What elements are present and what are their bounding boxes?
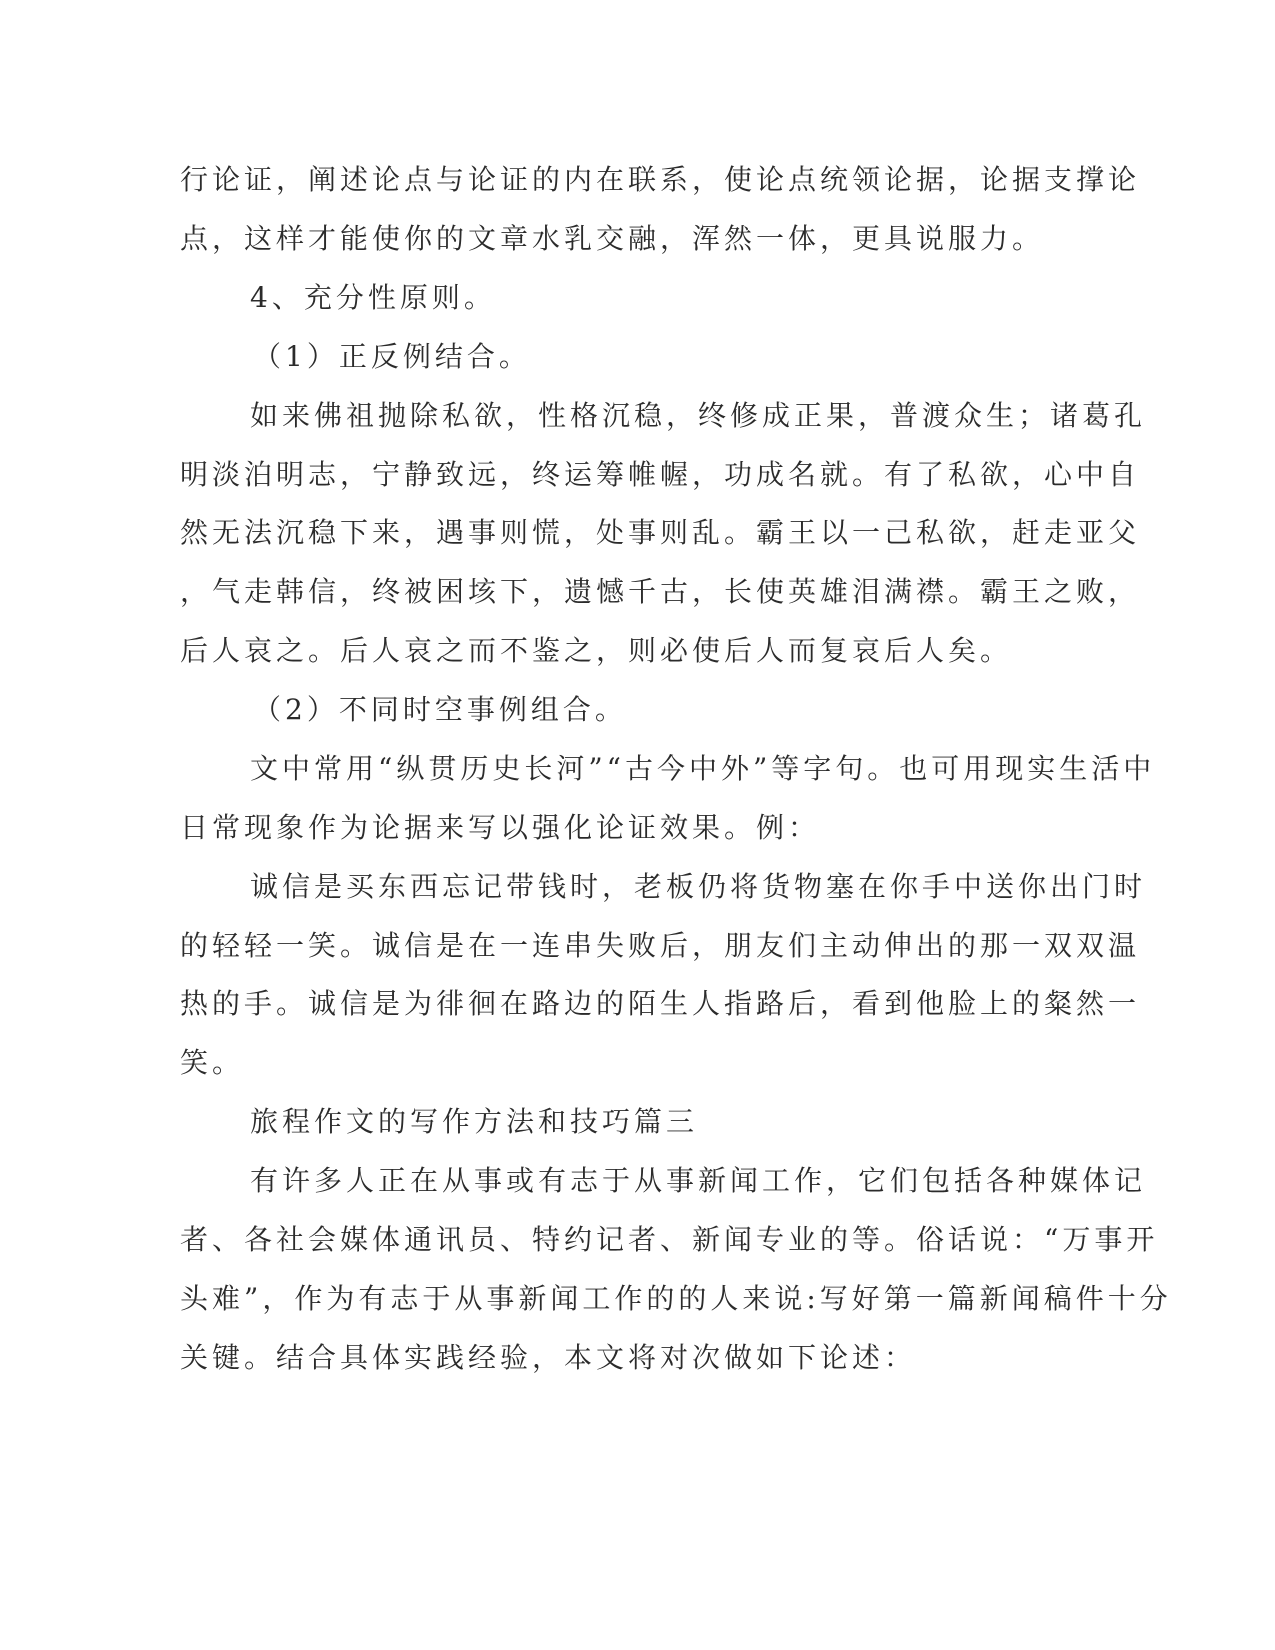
text-line: 诚信是买东西忘记带钱时，老板仍将货物塞在你手中送你出门时 xyxy=(250,870,1147,903)
text-line: （1）正反例结合。 xyxy=(253,340,531,373)
text-line: 文中常用“纵贯历史长河”“古今中外”等字句。也可用现实生活中 xyxy=(250,752,1156,785)
section-heading: 旅程作文的写作方法和技巧篇三 xyxy=(250,1105,699,1138)
text-line: 点，这样才能使你的文章水乳交融，浑然一体，更具说服力。 xyxy=(180,222,1045,255)
text-line: 的轻轻一笑。诚信是在一连串失败后，朋友们主动伸出的那一双双温 xyxy=(180,929,1141,962)
text-line: 行论证，阐述论点与论证的内在联系，使论点统领论据，论据支撑论 xyxy=(180,163,1141,196)
text-line: 头难”，作为有志于从事新闻工作的的人来说:写好第一篇新闻稿件十分 xyxy=(180,1282,1172,1315)
text-line: 者、各社会媒体通讯员、特约记者、新闻专业的等。俗话说：“万事开 xyxy=(180,1223,1159,1256)
text-line: 热的手。诚信是为徘徊在路边的陌生人指路后，看到他脸上的粲然一 xyxy=(180,987,1141,1020)
text-line: 关键。结合具体实践经验，本文将对次做如下论述： xyxy=(180,1341,917,1374)
text-line: 有许多人正在从事或有志于从事新闻工作，它们包括各种媒体记 xyxy=(250,1164,1147,1197)
text-line: 然无法沉稳下来，遇事则慌，处事则乱。霸王以一己私欲，赶走亚父 xyxy=(180,516,1141,549)
text-line: 日常现象作为论据来写以强化论证效果。例： xyxy=(180,811,821,844)
text-line: 4、充分性原则。 xyxy=(250,281,496,314)
text-line: 如来佛祖抛除私欲，性格沉稳，终修成正果，普渡众生；诸葛孔 xyxy=(250,399,1147,432)
text-line: （2）不同时空事例组合。 xyxy=(253,693,627,726)
text-line: 笑。 xyxy=(180,1046,245,1079)
text-line: 后人哀之。后人哀之而不鉴之，则必使后人而复哀后人矣。 xyxy=(180,634,1013,667)
text-line: ，气走韩信，终被困垓下，遗憾千古，长使英雄泪满襟。霸王之败， xyxy=(180,575,1141,608)
text-line: 明淡泊明志，宁静致远，终运筹帷幄，功成名就。有了私欲，心中自 xyxy=(180,458,1141,491)
